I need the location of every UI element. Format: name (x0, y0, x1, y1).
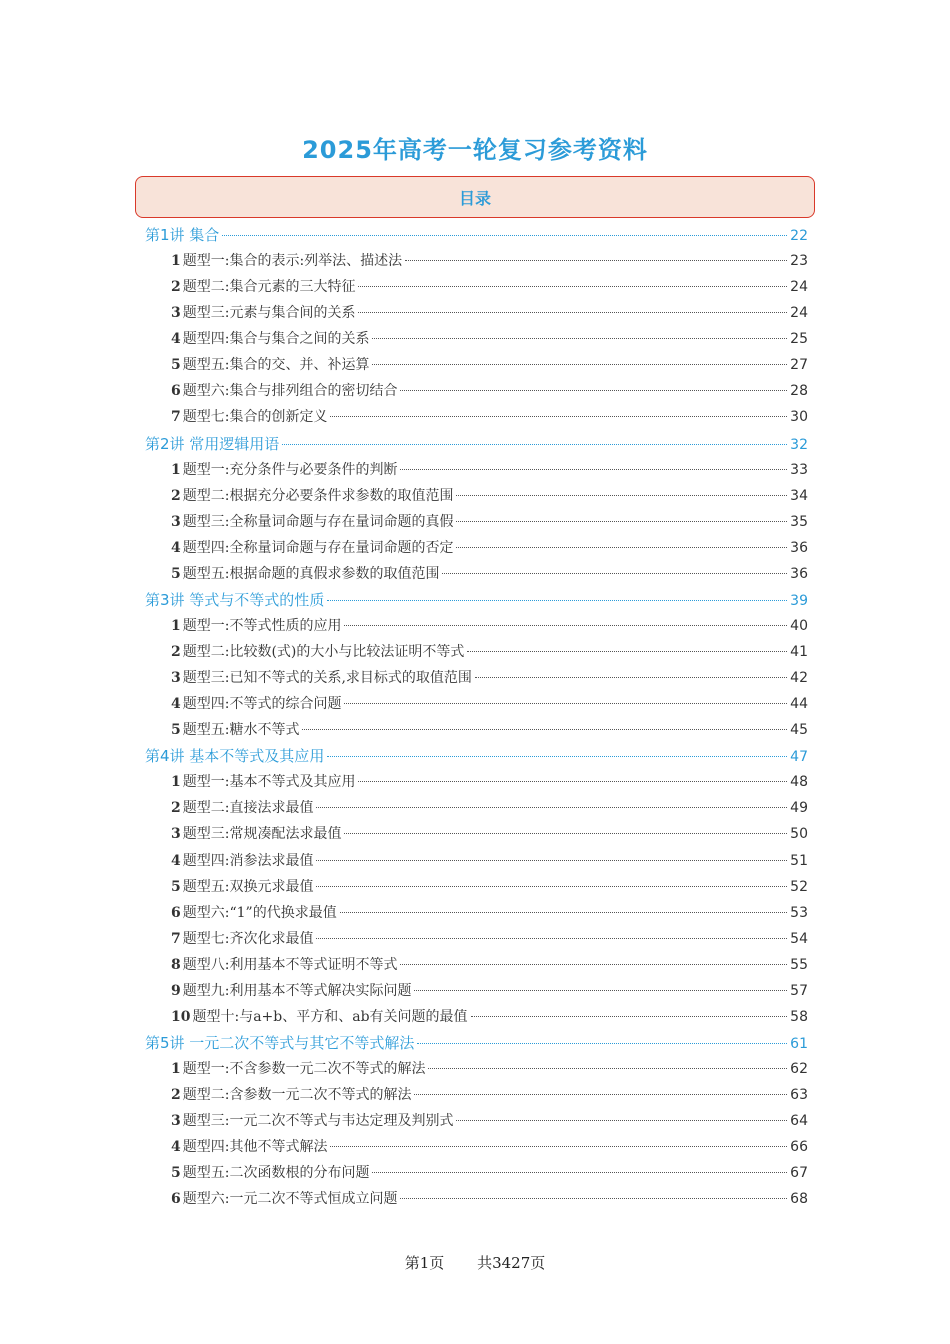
toc-item-title: 题型四:消参法求最值 (182, 852, 314, 869)
toc-page-number: 48 (790, 774, 808, 791)
toc-leader-dots (327, 756, 787, 757)
toc-page-number: 41 (790, 644, 808, 660)
toc-leader-dots (417, 1043, 787, 1044)
toc-chapter-title: 第2讲 常用逻辑用语 (145, 434, 280, 453)
toc-item-title: 题型四:不等式的综合问题 (182, 696, 342, 713)
toc-page-number: 54 (790, 930, 808, 947)
toc-leader-dots (340, 912, 787, 913)
toc-leader-dots (358, 286, 787, 287)
toc-item-link[interactable] (145, 326, 808, 352)
toc-item-title: 题型六:“1”的代换求最值 (182, 904, 337, 921)
toc-leader-dots (316, 938, 787, 939)
toc-leader-dots (316, 886, 787, 887)
toc-page-number: 34 (790, 487, 808, 504)
toc-chapter-link[interactable] (145, 431, 808, 457)
toc-item-title: 题型一:集合的表示:列举法、描述法 (182, 253, 403, 270)
toc-leader-dots (428, 1068, 787, 1069)
toc-item-number: 2 (171, 279, 181, 296)
toc-page-number: 27 (790, 357, 808, 374)
toc-item-link[interactable] (145, 248, 808, 274)
toc-leader-dots (222, 235, 787, 236)
toc-page-number: 51 (790, 852, 808, 869)
toc-item-number: 10 (171, 1008, 191, 1025)
toc-leader-dots (372, 1172, 787, 1173)
toc-item-link[interactable] (145, 1134, 808, 1160)
toc-item-link[interactable] (145, 1004, 808, 1030)
toc-page-number: 45 (790, 722, 808, 739)
toc-page-number: 62 (790, 1061, 808, 1077)
toc-item-number: 5 (171, 357, 181, 374)
toc-leader-dots (316, 807, 787, 808)
toc-chapter-title: 第1讲 集合 (145, 226, 220, 244)
toc-item-number: 2 (171, 1087, 181, 1104)
page-footer (0, 1252, 950, 1273)
toc-item-number: 5 (171, 722, 181, 739)
toc-leader-dots (414, 1094, 787, 1095)
toc-leader-dots (400, 1198, 787, 1199)
toc-leader-dots (400, 390, 787, 391)
toc-item-link[interactable] (145, 795, 808, 821)
toc-item-title: 题型四:集合与集合之间的关系 (182, 331, 370, 348)
toc-leader-dots (405, 260, 787, 261)
toc-leader-dots (358, 781, 787, 782)
toc-item-number: 5 (171, 565, 181, 582)
toc-page-number: 24 (790, 305, 808, 322)
toc-item-title: 题型二:集合元素的三大特征 (182, 279, 356, 296)
toc-item-number: 7 (171, 409, 181, 426)
toc-page-number: 50 (790, 826, 808, 843)
toc-item-title: 题型一:基本不等式及其应用 (182, 774, 356, 791)
toc-item-link[interactable] (145, 300, 808, 326)
toc-item-number: 6 (171, 1191, 181, 1208)
toc-page-number: 36 (790, 565, 808, 582)
toc-item-link[interactable] (145, 639, 808, 665)
toc-item-number: 1 (171, 461, 181, 478)
toc-item-title: 题型三:全称量词命题与存在量词命题的真假 (182, 513, 454, 530)
toc-item-link[interactable] (145, 613, 808, 639)
toc-item-title: 题型四:其他不等式解法 (182, 1139, 328, 1156)
toc-page-number: 22 (790, 228, 808, 244)
toc-item-link[interactable] (145, 717, 808, 743)
toc-item-link[interactable] (145, 978, 808, 1004)
toc-item-title: 题型九:利用基本不等式解决实际问题 (182, 982, 412, 999)
table-of-contents (145, 222, 808, 1212)
toc-item-title: 题型三:一元二次不等式与韦达定理及判别式 (182, 1113, 454, 1130)
toc-leader-dots (456, 521, 787, 522)
toc-item-number: 9 (171, 982, 181, 999)
toc-page-number: 35 (790, 513, 808, 530)
toc-leader-dots (344, 625, 787, 626)
toc-item-title: 题型一:不等式性质的应用 (182, 617, 342, 634)
toc-item-title: 题型三:已知不等式的关系,求目标式的取值范围 (182, 670, 472, 687)
toc-page-number: 28 (790, 383, 808, 400)
toc-leader-dots (442, 573, 787, 574)
toc-chapter-link[interactable] (145, 587, 808, 613)
toc-leader-dots (358, 312, 787, 313)
toc-page-number: 36 (790, 539, 808, 556)
toc-leader-dots (414, 990, 787, 991)
toc-item-number: 4 (171, 539, 181, 556)
toc-page-number: 44 (790, 696, 808, 713)
toc-page-number: 33 (790, 461, 808, 478)
page-number: 第1页 (404, 1254, 445, 1272)
toc-item-link[interactable] (145, 769, 808, 795)
toc-item-title: 题型八:利用基本不等式证明不等式 (182, 956, 398, 973)
toc-page-number: 55 (790, 956, 808, 973)
toc-page-number: 49 (790, 800, 808, 817)
toc-page-number: 47 (790, 749, 808, 766)
toc-item-link[interactable] (145, 274, 808, 300)
toc-item-title: 题型五:集合的交、并、补运算 (182, 357, 370, 374)
toc-item-link[interactable] (145, 1160, 808, 1186)
toc-item-title: 题型二:比较数(式)的大小与比较法证明不等式 (182, 644, 465, 660)
toc-item-number: 1 (171, 774, 181, 791)
toc-page-number: 42 (790, 670, 808, 687)
toc-page-number: 30 (790, 409, 808, 426)
toc-item-number: 4 (171, 852, 181, 869)
total-pages: 共3427页 (477, 1254, 546, 1272)
toc-page-number: 40 (790, 617, 808, 634)
toc-chapter-link[interactable] (145, 743, 808, 769)
toc-page-number: 58 (790, 1008, 808, 1025)
toc-item-title: 题型三:常规凑配法求最值 (182, 826, 342, 843)
toc-page-number: 67 (790, 1165, 808, 1182)
toc-leader-dots (456, 1120, 787, 1121)
toc-item-link[interactable] (145, 1186, 808, 1212)
toc-item-number: 2 (171, 644, 181, 660)
toc-leader-dots (316, 860, 787, 861)
toc-item-number: 6 (171, 383, 181, 400)
toc-page-number: 64 (790, 1113, 808, 1130)
toc-leader-dots (344, 703, 787, 704)
toc-page-number: 25 (790, 331, 808, 348)
toc-item-link[interactable] (145, 457, 808, 483)
toc-item-link[interactable] (145, 535, 808, 561)
toc-leader-dots (330, 1146, 787, 1147)
toc-item-title: 题型七:集合的创新定义 (182, 409, 328, 426)
toc-page-number: 57 (790, 982, 808, 999)
toc-page-number: 23 (790, 253, 808, 270)
toc-item-number: 4 (171, 696, 181, 713)
toc-item-link[interactable] (145, 509, 808, 535)
toc-item-number: 6 (171, 904, 181, 921)
toc-page-number: 39 (790, 592, 808, 609)
toc-item-title: 题型十:与a+b、平方和、ab有关问题的最值 (192, 1008, 468, 1025)
toc-chapter-title: 第3讲 等式与不等式的性质 (145, 590, 325, 609)
toc-item-link[interactable] (145, 378, 808, 404)
toc-leader-dots (475, 677, 787, 678)
toc-item-number: 3 (171, 1113, 181, 1130)
toc-leader-dots (467, 651, 787, 652)
toc-item-title: 题型一:不含参数一元二次不等式的解法 (182, 1061, 426, 1077)
toc-item-title: 题型五:糖水不等式 (182, 722, 300, 739)
toc-item-title: 题型七:齐次化求最值 (182, 930, 314, 947)
toc-item-number: 5 (171, 1165, 181, 1182)
toc-item-link[interactable] (145, 900, 808, 926)
toc-item-number: 2 (171, 800, 181, 817)
toc-item-title: 题型二:含参数一元二次不等式的解法 (182, 1087, 412, 1104)
toc-item-title: 题型五:二次函数根的分布问题 (182, 1165, 370, 1182)
toc-leader-dots (282, 444, 787, 445)
toc-item-number: 8 (171, 956, 181, 973)
toc-item-link[interactable] (145, 404, 808, 430)
toc-item-title: 题型一:充分条件与必要条件的判断 (182, 461, 398, 478)
toc-chapter-title: 第4讲 基本不等式及其应用 (145, 747, 325, 766)
toc-chapter-link[interactable] (145, 1030, 808, 1056)
toc-leader-dots (456, 547, 787, 548)
toc-item-title: 题型三:元素与集合间的关系 (182, 305, 356, 322)
toc-item-link[interactable] (145, 952, 808, 978)
toc-item-number: 2 (171, 487, 181, 504)
toc-item-link[interactable] (145, 874, 808, 900)
toc-item-link[interactable] (145, 665, 808, 691)
toc-leader-dots (327, 600, 787, 601)
toc-item-title: 题型五:双换元求最值 (182, 878, 314, 895)
toc-item-number: 1 (171, 1061, 181, 1077)
toc-item-link[interactable] (145, 821, 808, 847)
toc-item-number: 3 (171, 826, 181, 843)
toc-item-number: 5 (171, 878, 181, 895)
toc-item-number: 3 (171, 670, 181, 687)
toc-leader-dots (471, 1016, 788, 1017)
toc-item-link[interactable] (145, 561, 808, 587)
toc-item-link[interactable] (145, 926, 808, 952)
toc-item-title: 题型二:根据充分必要条件求参数的取值范围 (182, 487, 454, 504)
toc-heading-box (135, 176, 815, 218)
toc-item-number: 7 (171, 930, 181, 947)
document-title: 2025年高考一轮复习参考资料 (302, 136, 648, 164)
toc-leader-dots (400, 469, 787, 470)
toc-item-link[interactable] (145, 352, 808, 378)
toc-leader-dots (372, 338, 787, 339)
toc-item-link[interactable] (145, 1056, 808, 1082)
toc-leader-dots (400, 964, 787, 965)
toc-item-link[interactable] (145, 1108, 808, 1134)
toc-leader-dots (456, 495, 787, 496)
toc-item-number: 3 (171, 513, 181, 530)
toc-page-number: 66 (790, 1139, 808, 1156)
toc-item-title: 题型五:根据命题的真假求参数的取值范围 (182, 565, 440, 582)
toc-page-number: 68 (790, 1191, 808, 1208)
toc-chapter-link[interactable] (145, 222, 808, 248)
toc-item-number: 3 (171, 305, 181, 322)
toc-page-number: 53 (790, 904, 808, 921)
toc-page-number: 24 (790, 279, 808, 296)
toc-leader-dots (372, 364, 787, 365)
toc-item-title: 题型六:一元二次不等式恒成立问题 (182, 1191, 398, 1208)
toc-page-number: 32 (790, 436, 808, 453)
toc-item-number: 1 (171, 617, 181, 634)
toc-page-number: 63 (790, 1087, 808, 1104)
toc-item-link[interactable] (145, 483, 808, 509)
toc-item-title: 题型四:全称量词命题与存在量词命题的否定 (182, 539, 454, 556)
toc-item-link[interactable] (145, 1082, 808, 1108)
toc-item-title: 题型二:直接法求最值 (182, 800, 314, 817)
toc-leader-dots (344, 833, 787, 834)
toc-item-number: 4 (171, 1139, 181, 1156)
toc-heading: 目录 (458, 188, 491, 208)
toc-leader-dots (330, 416, 787, 417)
toc-chapter-title: 第5讲 一元二次不等式与其它不等式解法 (145, 1033, 415, 1052)
toc-item-number: 1 (171, 253, 181, 270)
toc-leader-dots (302, 729, 787, 730)
toc-item-number: 4 (171, 331, 181, 348)
toc-item-link[interactable] (145, 848, 808, 874)
toc-page-number: 61 (790, 1035, 808, 1052)
toc-item-link[interactable] (145, 691, 808, 717)
toc-page-number: 52 (790, 878, 808, 895)
toc-item-title: 题型六:集合与排列组合的密切结合 (182, 383, 398, 400)
